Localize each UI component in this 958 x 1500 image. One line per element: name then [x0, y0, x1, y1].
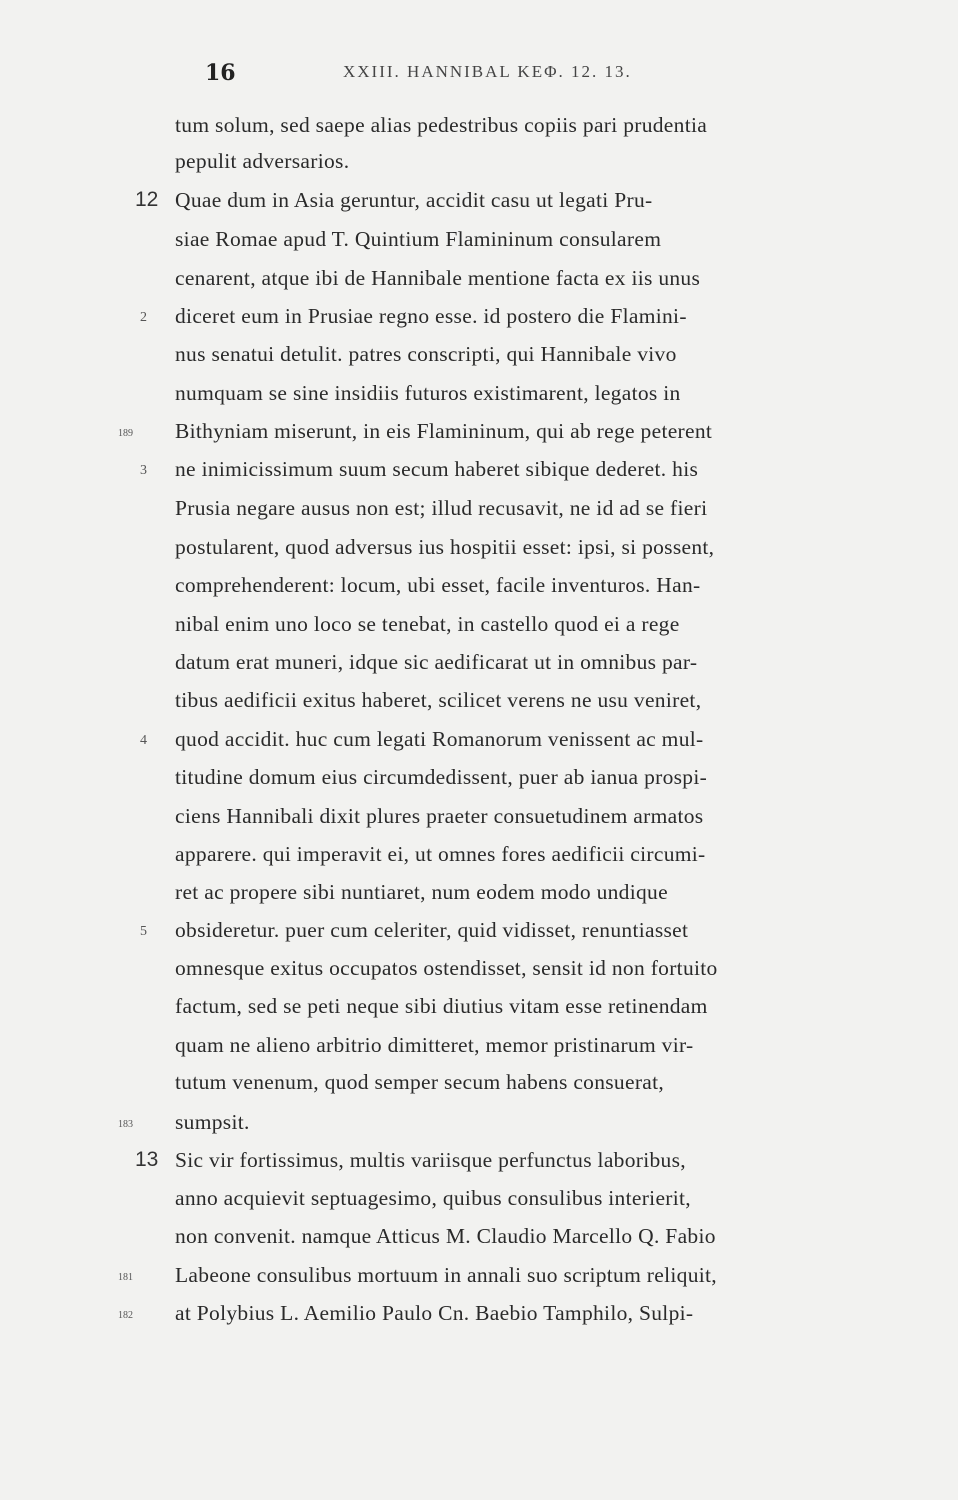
text-line: Labeone consulibus mortuum in annali suo scriptum reliquit, [175, 1263, 717, 1287]
text-line: siae Romae apud T. Quintium Flamininum consularem [175, 227, 662, 251]
chapter-number: 13 [135, 1148, 159, 1171]
text-line: cenarent, atque ibi de Hannibale mentione facta ex iis unus [175, 266, 701, 290]
text-line: non convenit. namque Atticus M. Claudio Marcello Q. Fabio [175, 1224, 716, 1248]
running-title: XXIII. HANNIBAL ΚΕΦ. 12. 13. [343, 62, 632, 81]
text-line: ne inimicissimum suum secum haberet sibique dederet. his [175, 457, 699, 481]
text-line: Quae dum in Asia geruntur, accidit casu ut legati Pru- [175, 188, 653, 212]
text-line: Bithyniam miserunt, in eis Flamininum, qui ab rege peterent [175, 419, 713, 443]
text-line: apparere. qui imperavit ei, ut omnes fores aedificii circumi- [175, 842, 706, 866]
text-line: tum solum, sed saepe alias pedestribus copiis pari prudentia [175, 113, 708, 137]
text-line: Prusia negare ausus non est; illud recusavit, ne id ad se fieri [175, 496, 708, 520]
text-line: quam ne alieno arbitrio dimitteret, memor pristinarum vir- [175, 1033, 694, 1057]
chapter-number: 12 [135, 188, 159, 211]
text-line: pepulit adversarios. [175, 149, 350, 173]
section-number: 3 [140, 463, 147, 478]
text-line: nus senatui detulit. patres conscripti, qui Hannibale vivo [175, 342, 677, 366]
text-line: obsideretur. puer cum celeriter, quid vidisset, renuntiasset [175, 918, 689, 942]
text-line: omnesque exitus occupatos ostendisset, sensit id non fortuito [175, 956, 718, 980]
text-line: ciens Hannibali dixit plures praeter consuetudinem armatos [175, 804, 704, 828]
text-line: factum, sed se peti neque sibi diutius vitam esse retinendam [175, 994, 708, 1018]
section-number: 5 [140, 924, 147, 939]
text-line: tibus aedificii exitus haberet, scilicet verens ne usu veniret, [175, 688, 702, 712]
section-number: 2 [140, 310, 147, 325]
margin-reference: 182 [118, 1310, 133, 1321]
text-line: quod accidit. huc cum legati Romanorum venissent ac mul- [175, 727, 704, 751]
text-line: anno acquievit septuagesimo, quibus consulibus interierit, [175, 1186, 691, 1210]
text-line: diceret eum in Prusiae regno esse. id postero die Flamini- [175, 304, 687, 328]
text-line: comprehenderent: locum, ubi esset, facile inventuros. Han- [175, 573, 701, 597]
text-line: at Polybius L. Aemilio Paulo Cn. Baebio Tamphilo, Sulpi- [175, 1301, 694, 1325]
margin-reference: 183 [118, 1119, 133, 1130]
text-line: tutum venenum, quod semper secum habens consuerat, [175, 1070, 665, 1094]
margin-reference: 189 [118, 428, 133, 439]
page-number: 16 [205, 60, 236, 86]
text-line: postularent, quod adversus ius hospitii esset: ipsi, si possent, [175, 535, 715, 559]
text-line: numquam se sine insidiis futuros existimarent, legatos in [175, 381, 681, 405]
page-header [205, 60, 905, 90]
text-line: sumpsit. [175, 1110, 250, 1134]
text-line: datum erat muneri, idque sic aedificarat ut in omnibus par- [175, 650, 698, 674]
margin-reference: 181 [118, 1272, 133, 1283]
text-line: ret ac propere sibi nuntiaret, num eodem modo undique [175, 880, 668, 904]
text-line: titudine domum eius circumdedissent, puer ab ianua prospi- [175, 765, 708, 789]
text-line: nibal enim uno loco se tenebat, in castello quod ei a rege [175, 612, 680, 636]
section-number: 4 [140, 733, 147, 748]
text-line: Sic vir fortissimus, multis variisque perfunctus laboribus, [175, 1148, 686, 1172]
